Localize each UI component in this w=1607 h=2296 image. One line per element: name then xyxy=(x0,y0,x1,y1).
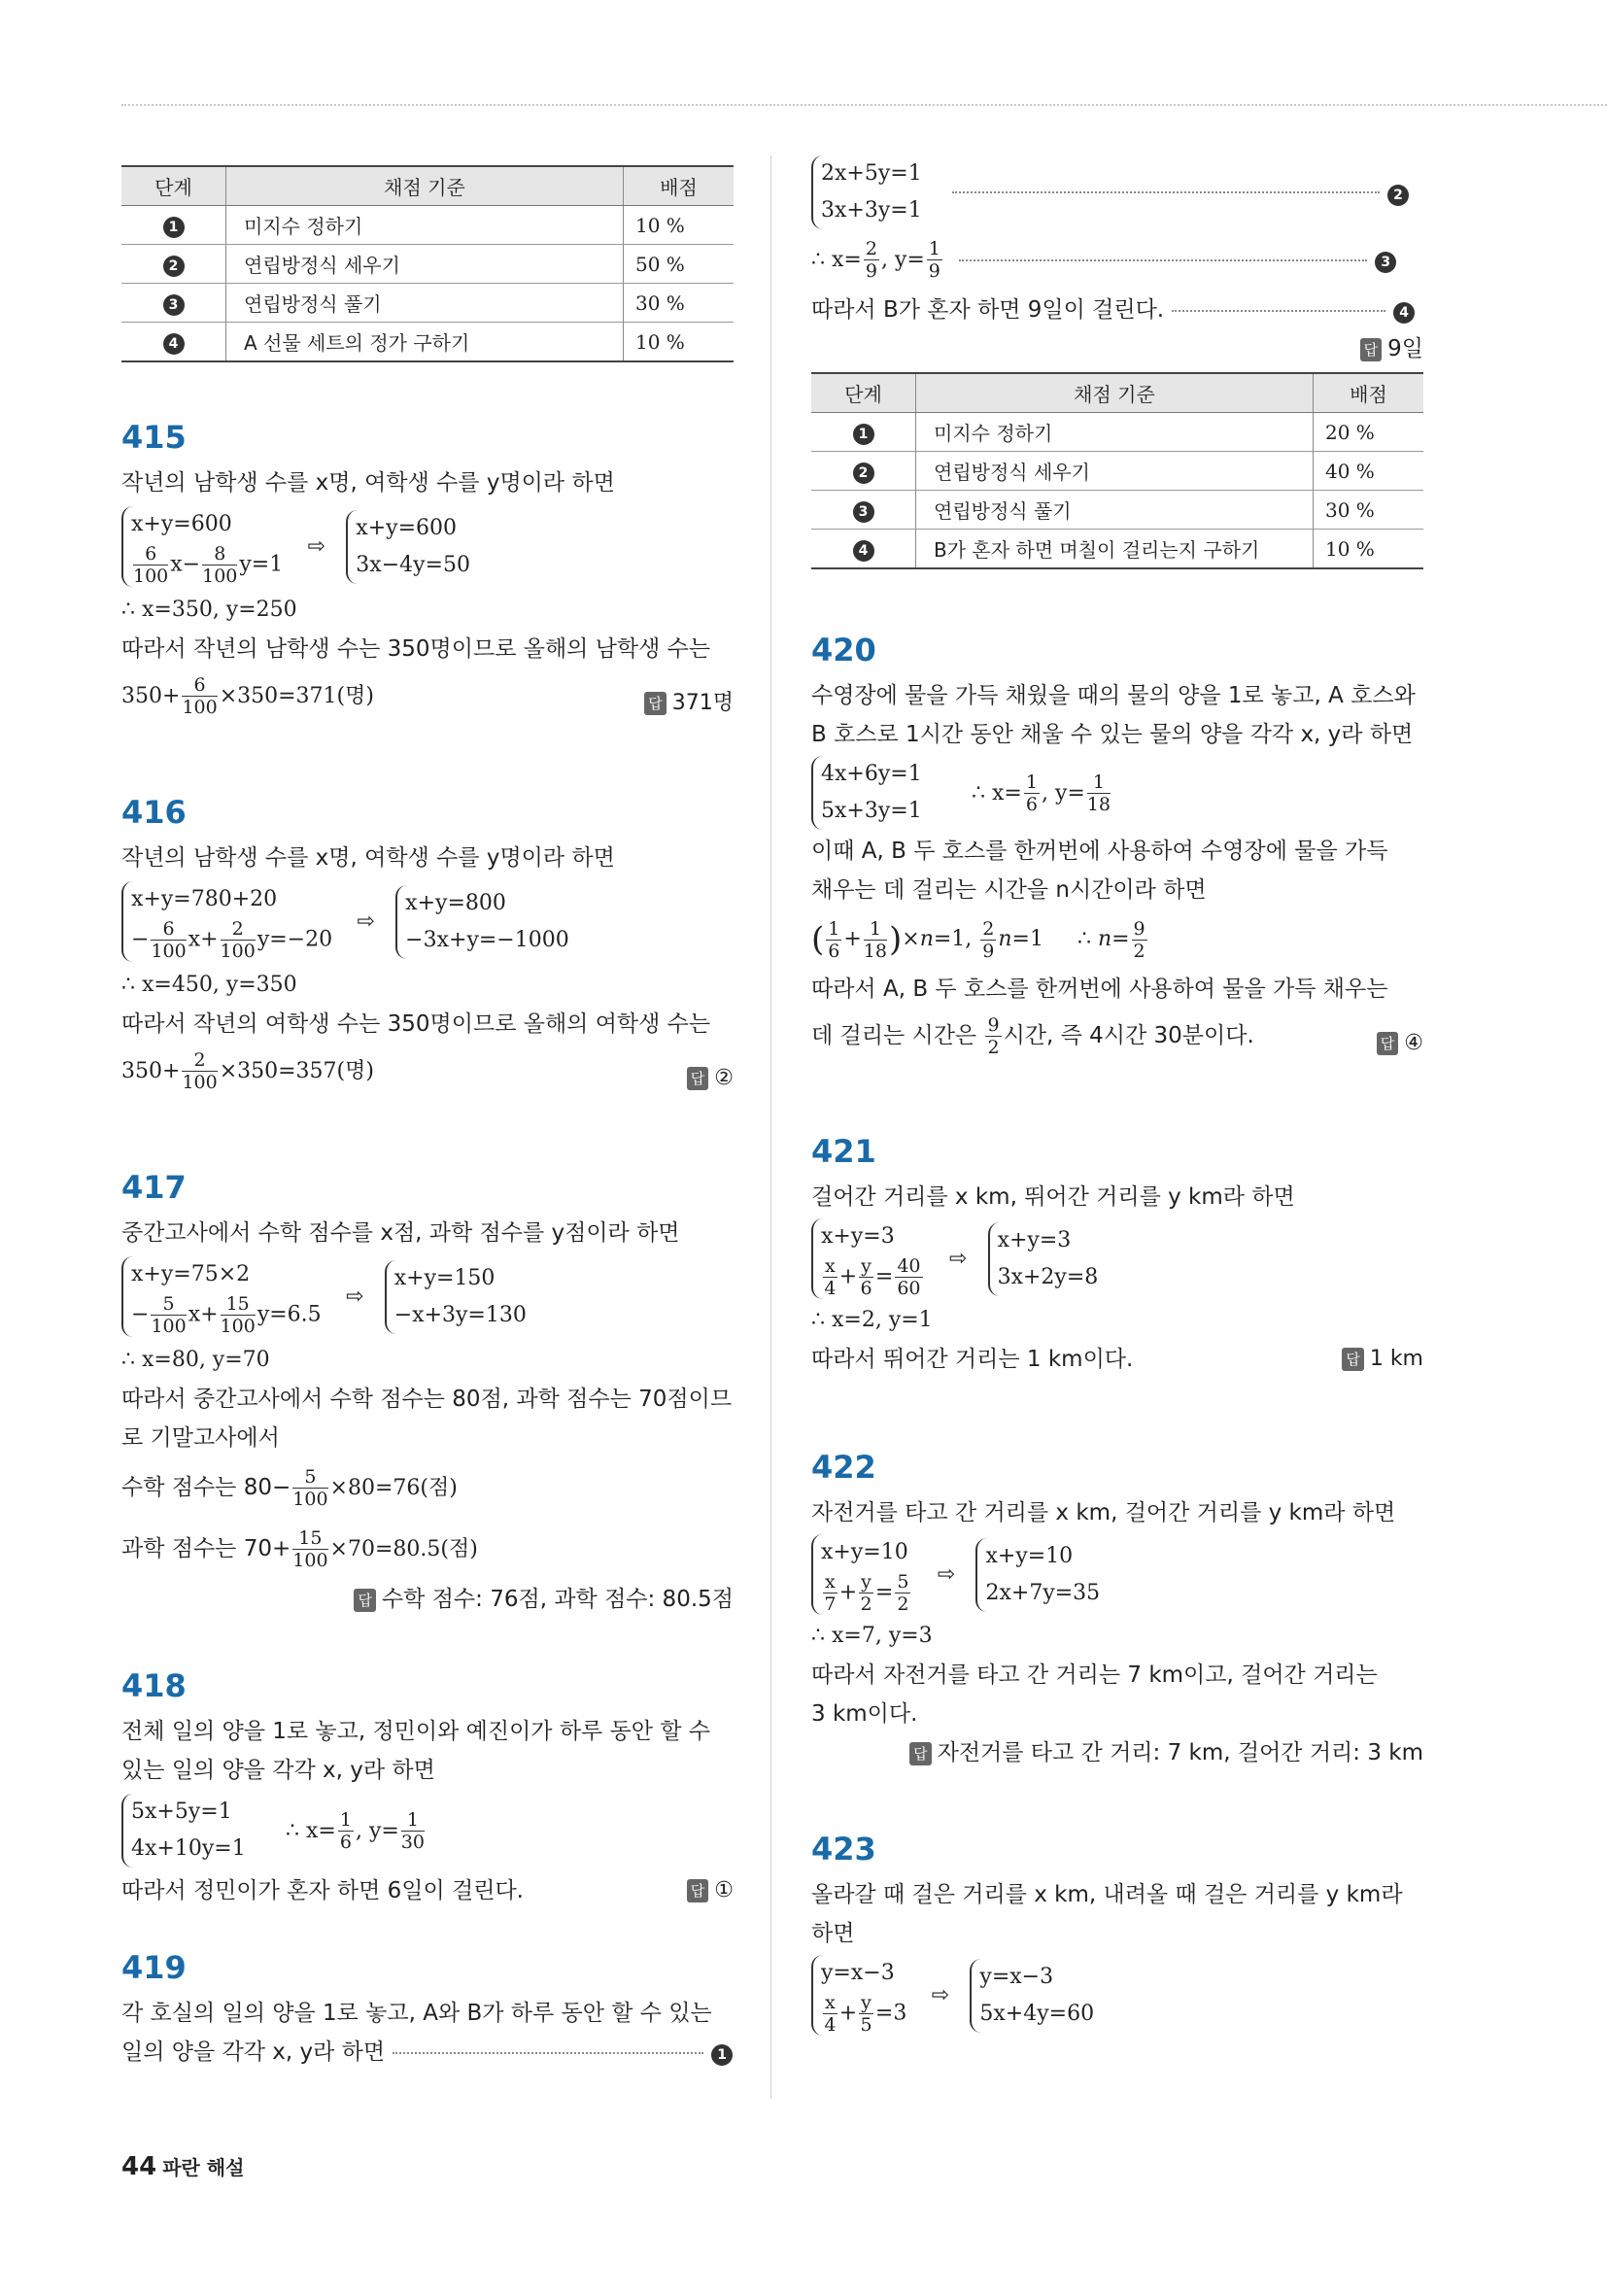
answer-label-icon: 답 xyxy=(1377,1032,1399,1055)
equation: − $\frac{6}{100}$ x+ $\frac{2}{100}$ y=−20 xyxy=(131,918,333,962)
step-badge: 3 xyxy=(163,294,185,316)
conclusion xyxy=(811,291,1423,329)
solution: ∴ x= $\frac{2}{9}$ , y= $\frac{1}{9}$ 3 xyxy=(811,229,1423,291)
table-row xyxy=(811,491,1423,530)
criteria-cell: 미지수 정하기 xyxy=(916,413,1314,452)
problem-intro: 걸어간 거리를 x km, 뛰어간 거리를 y km라 하면 xyxy=(811,1184,1295,1210)
brace-icon xyxy=(811,1218,925,1299)
explanation: 수영장에 물을 가득 채웠을 때의 물의 양을 1로 놓고, A 호스와 xyxy=(811,683,1416,708)
answer-text: 371명 xyxy=(671,691,734,715)
explanation: 전체 일의 양을 1로 놓고, 정민이와 예진이가 하루 동안 할 수 xyxy=(121,1719,711,1744)
step-badge: 3 xyxy=(853,501,874,523)
problem-number: 418 xyxy=(121,1667,187,1704)
answer-text: 1 km xyxy=(1369,1347,1423,1371)
criteria-cell: 연립방정식 풀기 xyxy=(916,491,1314,530)
explanation: 따라서 작년의 여학생 수는 350명이므로 올해의 여학생 수는 xyxy=(121,1011,711,1037)
equation: 4x+6y=1 xyxy=(821,762,922,786)
sol-pre: ∴ x= xyxy=(286,1818,336,1843)
explanation: 하면 xyxy=(811,1921,855,1946)
problem-number: 415 xyxy=(121,419,187,456)
brace-icon xyxy=(346,510,470,584)
problem-intro: 작년의 남학생 수를 x명, 여학생 수를 y명이라 하면 xyxy=(121,845,615,871)
solution: ∴ x=2, y=1 xyxy=(811,1308,933,1332)
step-badge: 1 xyxy=(711,2044,733,2066)
problem-number: 422 xyxy=(811,1449,876,1486)
column-divider xyxy=(770,155,771,2099)
implies-arrow-icon: ⇨ xyxy=(937,1562,956,1587)
brace-icon xyxy=(811,756,922,830)
sol-pre: ∴ x= xyxy=(972,780,1022,805)
explanation: 따라서 중간고사에서 수학 점수는 80점, 과학 점수는 70점이므 xyxy=(121,1387,733,1412)
top-dotted-rule xyxy=(121,104,1607,106)
answer-text: 자전거를 타고 간 거리: 7 km, 걸어간 거리: 3 km xyxy=(937,1740,1423,1765)
problem-number: 417 xyxy=(121,1169,187,1206)
solution: ∴ x=7, y=3 xyxy=(811,1624,933,1648)
step-badge: 2 xyxy=(853,463,874,484)
equation: x+y=3 xyxy=(997,1227,1072,1252)
brace-icon xyxy=(988,1222,1099,1296)
equation: x+y=780+20 xyxy=(131,887,278,911)
explanation: 3 km이다. xyxy=(811,1701,918,1727)
table-row xyxy=(121,245,734,284)
step-badge: 4 xyxy=(853,540,874,562)
table-header-step: 단계 xyxy=(811,373,916,413)
equation: 5x+4y=60 xyxy=(979,2001,1095,2026)
conclusion-text: 따라서 정민이가 혼자 하면 6일이 걸린다. xyxy=(121,1878,524,1903)
points-cell: 50 % xyxy=(624,245,735,284)
implies-arrow-icon: ⇨ xyxy=(357,909,375,934)
equation: 2x+5y=1 xyxy=(821,161,922,186)
answer-text: 9일 xyxy=(1387,336,1423,361)
step-badge: 2 xyxy=(1387,185,1409,206)
answer xyxy=(121,1580,734,1619)
problem-422 xyxy=(811,1449,1423,1772)
step-badge: 1 xyxy=(853,424,874,445)
explanation: 이때 A, B 두 호스를 한꺼번에 사용하여 수영장에 물을 가득 xyxy=(811,839,1388,864)
answer xyxy=(687,1871,734,1910)
equation-system xyxy=(811,155,1423,229)
points-cell: 10 % xyxy=(624,323,735,362)
table-header-criteria: 채점 기준 xyxy=(916,373,1314,413)
problem-number: 416 xyxy=(121,794,187,831)
points-cell: 30 % xyxy=(1314,491,1424,530)
answer xyxy=(1377,1016,1423,1071)
equation: − $\frac{5}{100}$ x+ $\frac{15}{100}$ y=6.5 xyxy=(131,1293,322,1337)
calc-post: ×80=76(점) xyxy=(329,1476,458,1500)
implies-arrow-icon: ⇨ xyxy=(948,1247,968,1271)
equation: x+y=800 xyxy=(405,890,506,915)
explanation-text: 일의 양을 각각 x, y라 하면 xyxy=(121,2039,386,2065)
brace-icon xyxy=(395,885,569,959)
solution: ∴ x= $\frac{1}{6}$ , y= $\frac{1}{30}$ xyxy=(286,1809,425,1853)
book-title: 파란 해설 xyxy=(162,2156,245,2179)
explanation xyxy=(121,2033,734,2072)
brace-icon xyxy=(121,881,332,962)
equation: x+y=600 xyxy=(131,512,232,536)
calculation xyxy=(121,1044,734,1099)
frac-num: 6 xyxy=(182,674,217,697)
equation: 3x+2y=8 xyxy=(997,1264,1099,1289)
explanation: 따라서 작년의 남학생 수는 350명이므로 올해의 남학생 수는 xyxy=(121,636,711,662)
table-row xyxy=(811,452,1423,491)
explanation: 따라서 자전거를 타고 간 거리는 7 km이고, 걸어간 거리는 xyxy=(811,1662,1378,1688)
problem-419 xyxy=(121,1949,734,2072)
leader-dots xyxy=(1172,310,1385,312)
problem-intro: 중간고사에서 수학 점수를 x점, 과학 점수를 y점이라 하면 xyxy=(121,1220,680,1246)
problem-intro: 작년의 남학생 수를 x명, 여학생 수를 y명이라 하면 xyxy=(121,470,615,496)
problem-number: 420 xyxy=(811,632,876,668)
points-cell: 10 % xyxy=(1314,530,1424,569)
brace-icon xyxy=(121,506,283,587)
equation: $\frac{x}{4}$ + $\frac{y}{5}$ =3 xyxy=(824,1992,907,2036)
equation: $\frac{6}{100}$ x− $\frac{8}{100}$ y=1 xyxy=(133,543,284,587)
explanation: B 호스로 1시간 동안 채울 수 있는 물의 양을 각각 x, y라 하면 xyxy=(811,722,1414,747)
implies-arrow-icon: ⇨ xyxy=(931,1983,950,2007)
solution: ∴ x=80, y=70 xyxy=(121,1348,270,1372)
equation: x+y=600 xyxy=(356,515,457,540)
criteria-cell: 연립방정식 세우기 xyxy=(916,452,1314,491)
criteria-cell: A 선물 세트의 정가 구하기 xyxy=(226,323,624,362)
equation: 4x+10y=1 xyxy=(131,1836,246,1861)
table-row xyxy=(121,206,734,245)
answer-label-icon: 답 xyxy=(644,692,667,715)
step-badge: 4 xyxy=(1393,302,1415,324)
answer xyxy=(811,329,1423,368)
points-cell: 20 % xyxy=(1314,413,1424,452)
problem-420 xyxy=(811,632,1423,1063)
answer-label-icon: 답 xyxy=(687,1067,709,1090)
answer-text: ① xyxy=(714,1878,734,1902)
problem-419-continued xyxy=(811,155,1423,569)
table-row xyxy=(811,530,1423,569)
answer xyxy=(1342,1340,1423,1379)
explanation: 따라서 A, B 두 호스를 한꺼번에 사용하여 물을 가득 채우는 xyxy=(811,977,1388,1002)
table-row xyxy=(811,413,1423,452)
table-header-step: 단계 xyxy=(121,166,226,206)
equation: x+y=10 xyxy=(985,1543,1074,1568)
implies-arrow-icon: ⇨ xyxy=(345,1285,364,1309)
equation: 5x+3y=1 xyxy=(821,799,922,823)
explanation: 있는 일의 양을 각각 x, y라 하면 xyxy=(121,1758,435,1783)
equation: $\frac{x}{7}$ + $\frac{y}{2}$ = $\frac{5}{2}$ xyxy=(824,1571,909,1615)
points-cell: 30 % xyxy=(624,284,735,323)
criteria-cell: B가 혼자 하면 며칠이 걸리는지 구하기 xyxy=(916,530,1314,569)
problem-421 xyxy=(811,1133,1423,1379)
solution: ∴ x=450, y=350 xyxy=(121,973,297,997)
equation: x+y=150 xyxy=(393,1265,496,1290)
equation: 2x+7y=35 xyxy=(985,1580,1101,1605)
table-header-points: 배점 xyxy=(1314,373,1424,413)
solution: ∴ x= $\frac{1}{6}$ , y= $\frac{1}{18}$ xyxy=(972,771,1111,815)
table-header-criteria: 채점 기준 xyxy=(226,166,624,206)
equation: 3x−4y=50 xyxy=(356,552,470,577)
equation: $\frac{x}{4}$ + $\frac{y}{6}$ = $\frac{40}{60}$ xyxy=(824,1255,921,1299)
answer-label-icon: 답 xyxy=(1360,338,1383,361)
grading-table-414 xyxy=(121,165,734,362)
answer xyxy=(687,1051,734,1106)
leader-dots xyxy=(393,2052,703,2054)
equation: y=x−3 xyxy=(821,1961,895,1985)
math-score-calc: 수학 점수는 80− $\frac{5}{100}$ ×80=76(점) xyxy=(121,1466,458,1510)
points-cell: 40 % xyxy=(1314,452,1424,491)
implies-arrow-icon: ⇨ xyxy=(307,534,325,559)
brace-icon xyxy=(121,1256,322,1337)
brace-icon xyxy=(811,1534,912,1615)
brace-icon xyxy=(975,1538,1100,1612)
calc-post: ×350=357(명) xyxy=(219,1059,374,1083)
equation-system xyxy=(121,1794,734,1868)
calc-pre: 수학 점수는 80− xyxy=(121,1475,291,1500)
problem-418 xyxy=(121,1667,734,1910)
equation-system xyxy=(811,756,1423,830)
explanation: 채우는 데 걸리는 시간을 n시간이라 하면 xyxy=(811,877,1207,903)
answer-label-icon: 답 xyxy=(909,1742,932,1765)
equation-system xyxy=(121,1256,734,1337)
answer xyxy=(644,676,734,731)
conclusion-text: 따라서 B가 혼자 하면 9일이 걸린다. xyxy=(811,297,1165,323)
brace-icon xyxy=(385,1260,527,1334)
explanation: 올라갈 때 걸은 거리를 x km, 내려올 때 걸은 거리를 y km라 xyxy=(811,1882,1403,1907)
equation-system xyxy=(121,881,734,962)
criteria-cell: 미지수 정하기 xyxy=(226,206,624,245)
equation: 3x+3y=1 xyxy=(821,198,922,223)
frac-den: 100 xyxy=(182,697,218,718)
calculation xyxy=(121,668,734,724)
brace-icon xyxy=(811,155,922,229)
problem-number: 423 xyxy=(811,1831,876,1868)
step-badge: 2 xyxy=(163,256,185,277)
points-cell: 10 % xyxy=(624,206,735,245)
equation: x+y=75×2 xyxy=(131,1262,251,1286)
problem-number: 419 xyxy=(121,1949,187,1986)
conclusion-pre: 데 걸리는 시간은 xyxy=(811,1023,977,1048)
conclusion-text: 따라서 뛰어간 거리는 1 km이다. xyxy=(811,1347,1134,1372)
equation: x+y=10 xyxy=(821,1540,908,1564)
calc-post: ×350=371(명) xyxy=(219,684,374,708)
leader-dots xyxy=(959,259,1367,261)
criteria-cell: 연립방정식 세우기 xyxy=(226,245,624,284)
leader-dots xyxy=(952,191,1380,193)
sol-pre: ∴ x= xyxy=(811,248,862,272)
conclusion xyxy=(121,1871,734,1910)
equation: x+y=3 xyxy=(821,1224,895,1249)
problem-intro: 자전거를 타고 간 거리를 x km, 걸어간 거리를 y km라 하면 xyxy=(811,1500,1396,1525)
answer-label-icon: 답 xyxy=(1342,1348,1364,1371)
answer xyxy=(811,1733,1423,1772)
conclusion xyxy=(811,1340,1423,1379)
answer-label-icon: 답 xyxy=(687,1879,709,1902)
equation: 5x+5y=1 xyxy=(131,1799,232,1824)
right-column xyxy=(811,155,1423,2106)
calc-post: ×70=80.5(점) xyxy=(329,1537,478,1561)
brace-icon xyxy=(121,1794,246,1868)
problem-417 xyxy=(121,1169,734,1619)
science-score-calc: 과학 점수는 70+ $\frac{15}{100}$ ×70=80.5(점) xyxy=(121,1527,478,1571)
brace-icon xyxy=(811,1955,906,2036)
grading-table-419 xyxy=(811,372,1423,569)
conclusion-post: 시간, 즉 4시간 30분이다. xyxy=(1003,1023,1254,1048)
equation-system xyxy=(811,1955,1423,2036)
equation-system xyxy=(811,1218,1423,1299)
step-badge: 1 xyxy=(163,217,185,238)
answer-text: 수학 점수: 76점, 과학 점수: 80.5점 xyxy=(381,1587,734,1612)
table-row xyxy=(121,323,734,362)
equation-system xyxy=(121,506,734,587)
criteria-cell: 연립방정식 풀기 xyxy=(226,284,624,323)
problem-416 xyxy=(121,794,734,1099)
brace-icon xyxy=(970,1959,1094,2033)
explanation: 각 호실의 일의 양을 1로 놓고, A와 B가 하루 동안 할 수 있는 xyxy=(121,2001,712,2026)
step-badge: 3 xyxy=(1375,252,1396,273)
conclusion: 데 걸리는 시간은 $\frac{9}{2}$ 시간, 즉 4시간 30분이다. 답 ④ xyxy=(811,1009,1423,1063)
equation: y=x−3 xyxy=(979,1964,1054,1989)
answer-text: ② xyxy=(714,1066,734,1090)
solution: ∴ x=350, y=250 xyxy=(121,598,297,622)
table-header-points: 배점 xyxy=(624,166,735,206)
table-row xyxy=(121,284,734,323)
equation-system xyxy=(811,1534,1423,1615)
answer-text: ④ xyxy=(1404,1031,1423,1055)
step-badge: 4 xyxy=(163,333,185,355)
answer-label-icon: 답 xyxy=(354,1589,376,1612)
problem-415 xyxy=(121,419,734,724)
page-footer xyxy=(121,2152,244,2181)
frac-num: 2 xyxy=(182,1049,217,1072)
calc-pre: 과학 점수는 70+ xyxy=(121,1536,291,1561)
equation: −3x+y=−1000 xyxy=(405,927,569,952)
left-column xyxy=(121,155,734,2142)
problem-423 xyxy=(811,1831,1423,2036)
problem-number: 421 xyxy=(811,1133,876,1170)
calc-pre: 350+ xyxy=(121,684,181,708)
equation: −x+3y=130 xyxy=(393,1302,527,1327)
page-number: 44 xyxy=(121,2152,157,2181)
frac-den: 100 xyxy=(182,1072,218,1093)
calc-pre: 350+ xyxy=(121,1059,181,1083)
explanation: 로 기말고사에서 xyxy=(121,1425,280,1451)
equation: ( $\frac{1}{6}$ + $\frac{1}{18}$ )×n=1, $\frac{2}{9}$ n=1 ∴ n= $\frac{9}{2}$ xyxy=(811,917,1145,962)
